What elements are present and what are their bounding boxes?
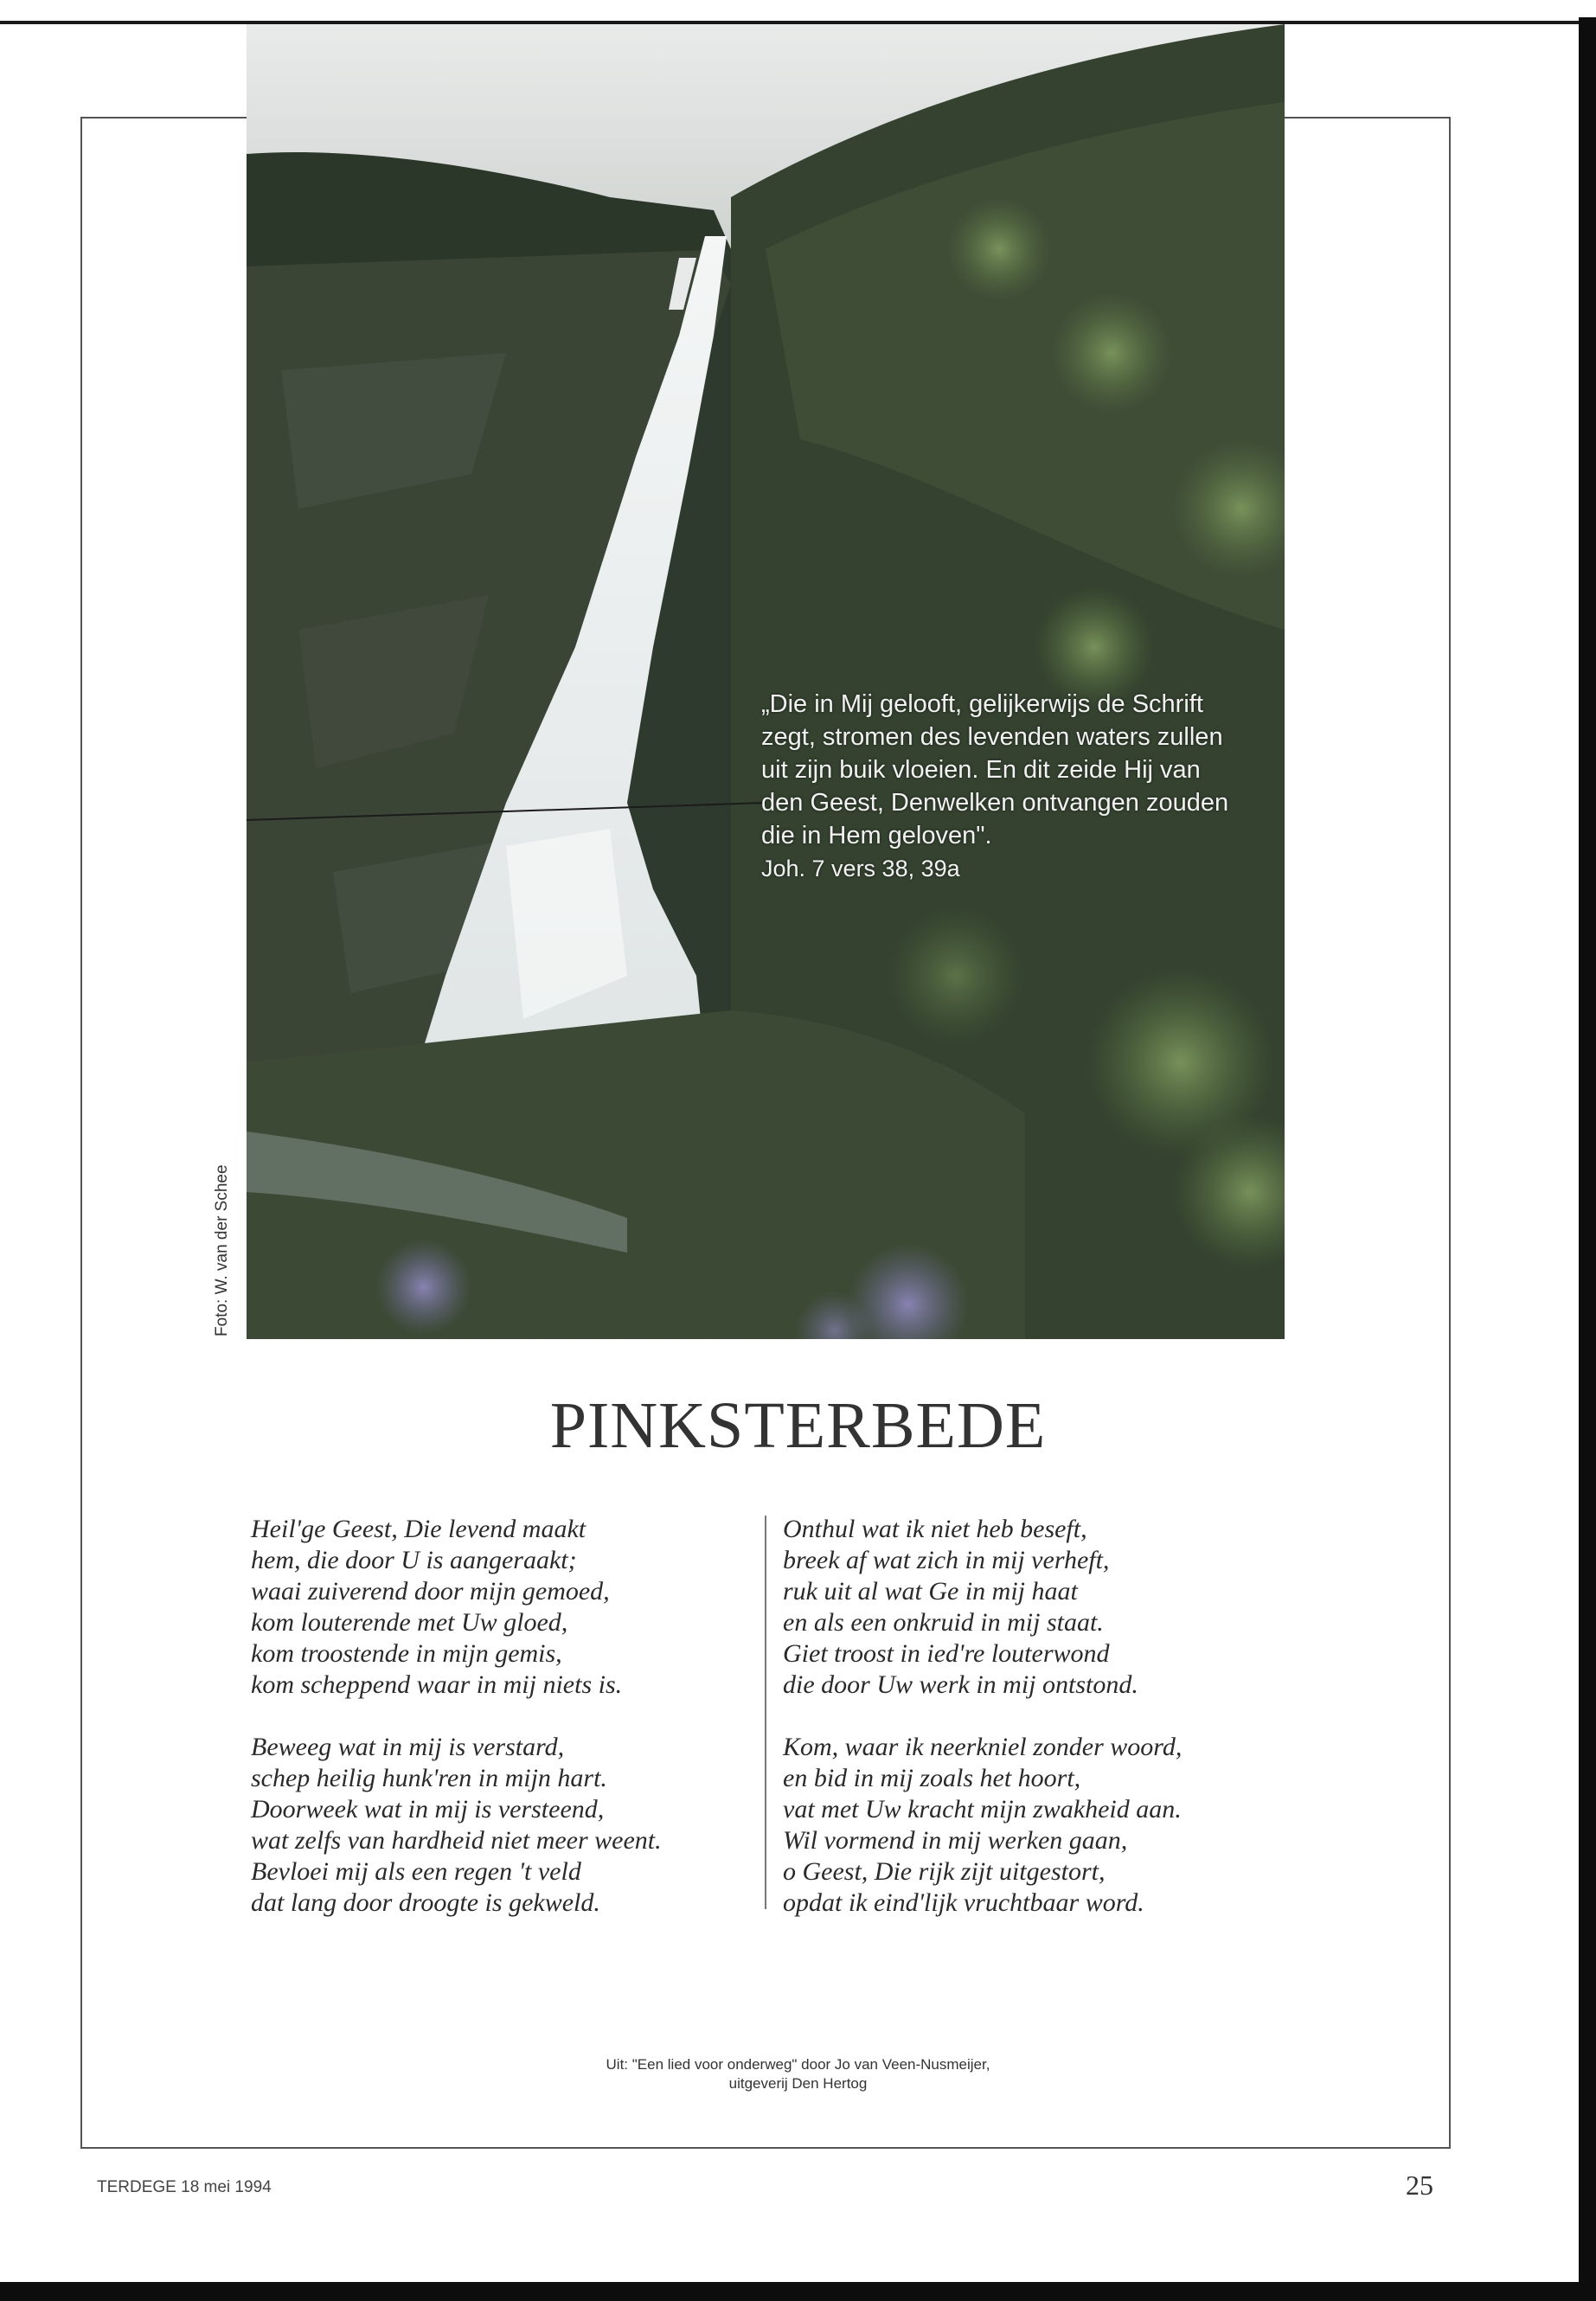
source-note: [0, 2055, 1596, 2093]
quote-reference: Joh. 7 vers 38, 39a: [761, 856, 960, 881]
scan-edge-top: [0, 0, 1596, 24]
poem-line: Onthul wat ik niet heb beseft,: [783, 1515, 1087, 1543]
poem-line: schep heilig hunk'ren in mijn hart.: [251, 1764, 607, 1792]
waterfall-photo-icon: [247, 24, 1285, 1339]
poem-line: Bevloei mij als een regen 't veld: [251, 1857, 581, 1886]
poem-line: breek af wat zich in mij verheft,: [783, 1546, 1110, 1574]
poem-line: kom scheppend waar in mij niets is.: [251, 1670, 623, 1699]
source-line: uitgeverij Den Hertog: [728, 2075, 868, 2092]
poem-line: kom troostende in mijn gemis,: [251, 1639, 562, 1668]
poem-line: en als een onkruid in mij staat.: [783, 1608, 1104, 1637]
poem-stanza: [251, 1732, 770, 1919]
poem-line: dat lang door droogte is gekweld.: [251, 1888, 600, 1917]
source-line: Uit: "Een lied voor onderweg" door Jo van Veen-Nusmeijer,: [606, 2056, 990, 2073]
photo-credit: Foto: W. van der Schee: [213, 1164, 231, 1336]
waterfall-photo: [247, 24, 1285, 1339]
poem-line: Doorweek wat in mij is versteend,: [251, 1795, 605, 1823]
poem-line: die door Uw werk in mij ontstond.: [783, 1670, 1138, 1699]
poem-column-right: [783, 1514, 1302, 1950]
quote-text: „Die in Mij gelooft, gelijkerwijs de Schrift zegt, stromen des levenden waters zullen uit zijn buik vloeien. En dit zeide Hij van den Geest, Denwelken ontvangen zouden die in Hem geloven".: [761, 690, 1229, 849]
footer-publication: TERDEGE 18 mei 1994: [97, 2178, 272, 2196]
poem-line: opdat ik eind'lijk vruchtbaar word.: [783, 1888, 1144, 1917]
page-number: 25: [1406, 2170, 1433, 2201]
poem-line: Kom, waar ik neerkniel zonder woord,: [783, 1733, 1183, 1761]
poem-line: ruk uit al wat Ge in mij haat: [783, 1577, 1078, 1606]
poem-column-left: [251, 1514, 770, 1950]
scan-edge-bottom: [0, 2282, 1596, 2301]
poem-title: PINKSTERBEDE: [549, 1389, 1047, 1462]
poem-line: en bid in mij zoals het hoort,: [783, 1764, 1081, 1792]
poem-line: vat met Uw kracht mijn zwakheid aan.: [783, 1795, 1182, 1823]
poem-line: hem, die door U is aangeraakt;: [251, 1546, 577, 1574]
scan-edge-right: [1579, 17, 1596, 2301]
poem-line: waai zuiverend door mijn gemoed,: [251, 1577, 610, 1606]
poem-stanza: [783, 1514, 1302, 1701]
poem-line: Giet troost in ied're louterwond: [783, 1639, 1110, 1668]
photo-quote: [761, 688, 1246, 885]
poem-line: o Geest, Die rijk zijt uitgestort,: [783, 1857, 1106, 1886]
poem-stanza: [783, 1732, 1302, 1919]
poem-line: wat zelfs van hardheid niet meer weent.: [251, 1826, 662, 1855]
poem-line: Beweeg wat in mij is verstard,: [251, 1733, 565, 1761]
poem-line: Wil vormend in mij werken gaan,: [783, 1826, 1128, 1855]
poem-line: Heil'ge Geest, Die levend maakt: [251, 1515, 586, 1543]
poem-line: kom louterende met Uw gloed,: [251, 1608, 568, 1637]
column-divider: [765, 1516, 766, 1909]
poem-stanza: [251, 1514, 770, 1701]
